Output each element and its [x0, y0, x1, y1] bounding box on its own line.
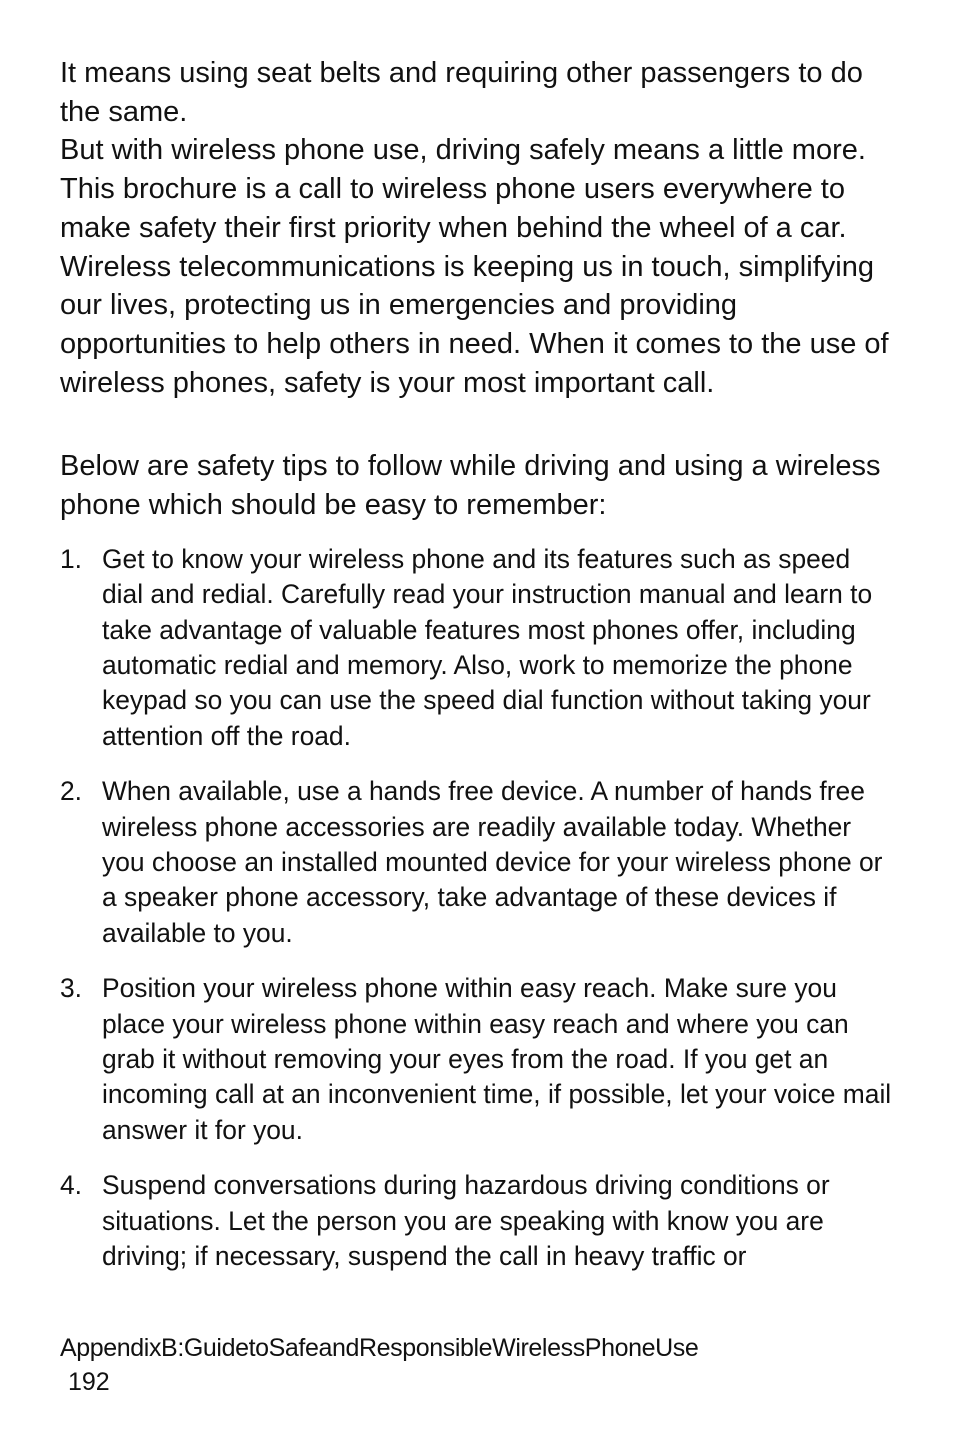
safety-tips-list [60, 542, 890, 1275]
tip-text: Position your wireless phone within easy reach. Make sure you place your wireless phone within easy reach and where you can grab it without removing your eyes from the road. If you get an incoming call at an inconvenient time, if possible, let your voice mail answer it for you. [102, 973, 892, 1145]
intro-paragraph-2: But with wireless phone use, driving safely means a little more. This brochure is a call to wireless phone users everywhere to make safety their first priority when behind the wheel of a car. Wireless telecommunications is keeping us in touch, simplifying our lives, protecting us in emergencies and providing opportunities to help others in need. When it comes to the use of wireless phones, safety is your most important call. [60, 134, 889, 399]
list-item [60, 774, 892, 951]
tip-number: 1. [60, 543, 83, 574]
page-number: 192 [68, 1368, 110, 1396]
tip-number: 3. [60, 973, 83, 1004]
footer-section-title: AppendixB:GuidetoSafeandResponsibleWirelessPhoneUse [60, 1334, 699, 1362]
intro-paragraph-3: Below are safety tips to follow while driving and using a wireless phone which should be easy to remember: [60, 450, 881, 522]
intro-paragraph-1: It means using seat belts and requiring other passengers to do the same. [60, 57, 863, 128]
list-item [60, 542, 892, 754]
page-content [60, 54, 890, 1294]
tip-text: Suspend conversations during hazardous driving conditions or situations. Let the person you are speaking with know you are driving; if necessary, suspend the call in heavy traffic or [102, 1170, 830, 1272]
list-item [60, 1168, 892, 1274]
list-item [60, 971, 892, 1148]
tip-text: When available, use a hands free device. A number of hands free wireless phone accessories are readily available today. Whether you choose an installed mounted device for your wireless phone or a speaker phone accessory, take advantage of these devices if available to you. [102, 776, 883, 948]
tip-number: 4. [60, 1170, 83, 1201]
tip-number: 2. [60, 776, 83, 807]
tip-text: Get to know your wireless phone and its features such as speed dial and redial. Carefully read your instruction manual and learn to take advantage of valuable features most phones offer, including automatic redial and memory. Also, work to memorize the phone keypad so you can use the speed dial function without taking your attention off the road. [102, 543, 873, 751]
